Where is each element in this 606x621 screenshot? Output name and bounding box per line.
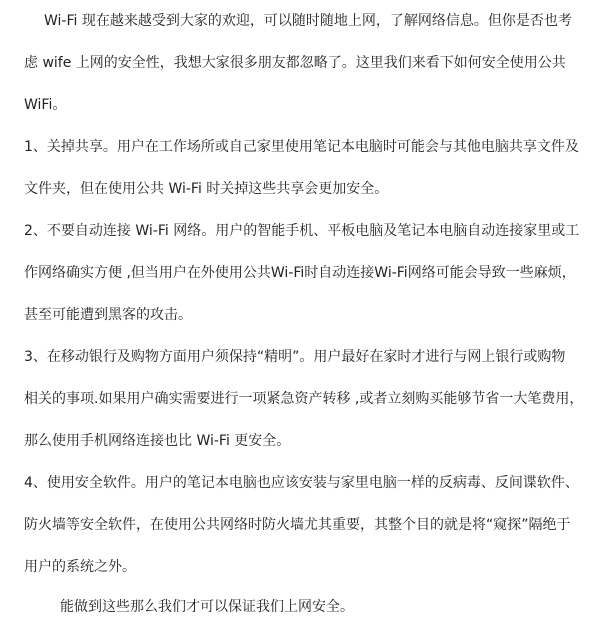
tip-4-line-3: 用户的系统之外。 [24, 559, 136, 575]
intro-line-3: WiFi。 [24, 97, 67, 113]
tip-4-line-2: 防火墙等安全软件，在使用公共网络时防火墙尤其重要，其整个目的就是将“窥探”隔绝于 [24, 517, 571, 533]
tip-1-line-1: 1、关掉共享。用户在工作场所或自己家里使用笔记本电脑时可能会与其他电脑共享文件及 [24, 139, 579, 155]
intro-line-1: Wi-Fi 现在越来越受到大家的欢迎，可以随时随地上网，了解网络信息。但你是否也考 [44, 13, 572, 29]
tip-3-line-3: 那么使用手机网络连接也比 Wi-Fi 更安全。 [24, 433, 291, 449]
tip-2-line-3: 甚至可能遭到黑客的攻击。 [24, 307, 192, 323]
tip-2-line-2: 作网络确实方便 ,但当用户在外使用公共Wi-Fi时自动连接Wi-Fi网络可能会导致一些麻烦， [24, 265, 576, 281]
intro-line-2: 虑 wife 上网的安全性，我想大家很多朋友都忽略了。这里我们来看下如何安全使用公共 [24, 55, 566, 71]
closing-line: 能做到这些那么我们才可以保证我们上网安全。 [60, 599, 354, 615]
tip-1-line-2: 文件夹，但在使用公共 Wi-Fi 时关掉这些共享会更加安全。 [24, 181, 389, 197]
tip-3-line-2: 相关的事项.如果用户确实需要进行一项紧急资产转移 ,或者立刻购买能够节省一大笔费用， [24, 391, 584, 407]
tip-3-line-1: 3、在移动银行及购物方面用户须保持“精明”。用户最好在家时才进行与网上银行或购物 [24, 349, 566, 365]
tip-2-line-1: 2、不要自动连接 Wi-Fi 网络。用户的智能手机、平板电脑及笔记本电脑自动连接家里或工 [24, 223, 580, 239]
tip-4-line-1: 4、使用安全软件。用户的笔记本电脑也应该安装与家里电脑一样的反病毒、反间谍软件、 [24, 475, 579, 491]
